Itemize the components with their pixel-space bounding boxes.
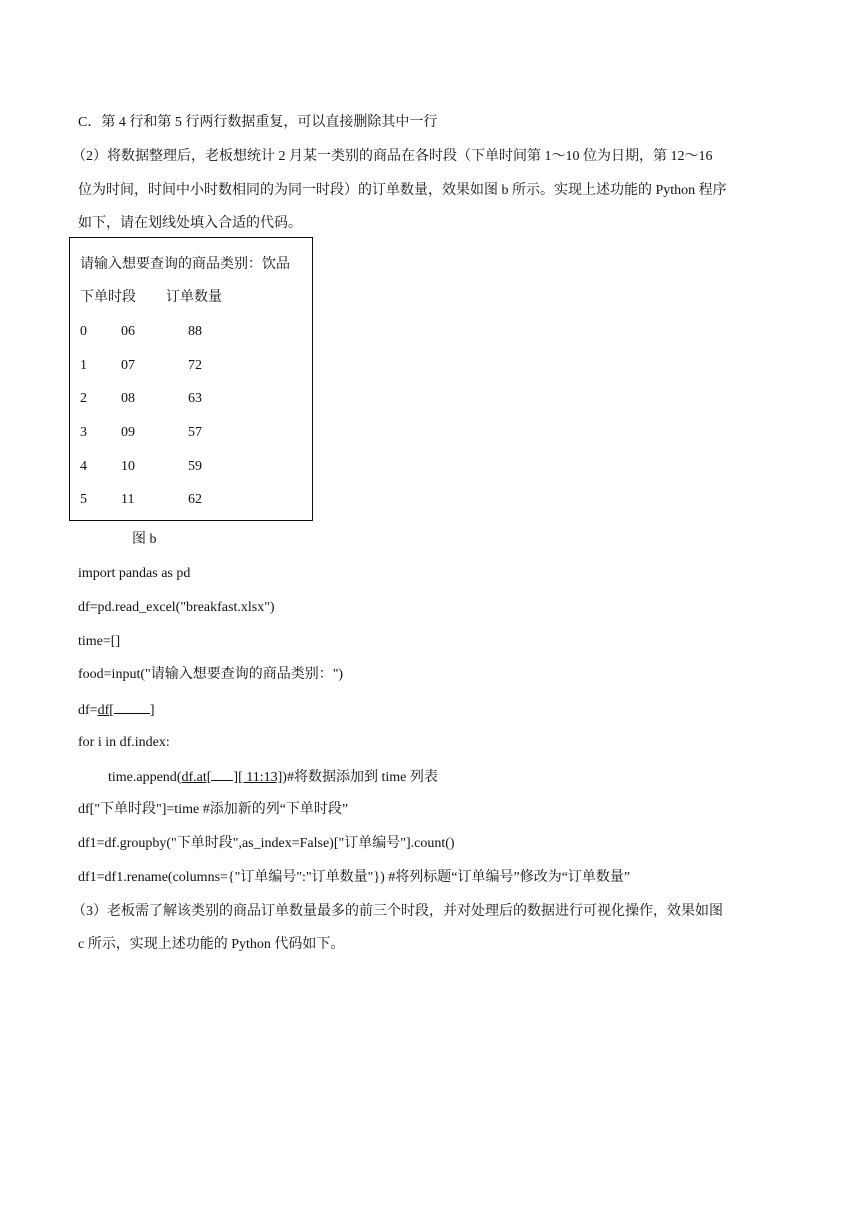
code-line: df["下单时段"]=time #添加新的列“下单时段”: [78, 802, 349, 817]
underlined-code: df[: [97, 703, 114, 718]
part2-line2: 位为时间，时间中小时数相同的为同一时段）的订单数量，效果如图 b 所示。实现上述功能的 Python 程序: [78, 183, 727, 198]
code-line: time=[]: [78, 634, 121, 649]
code-text: df=: [78, 703, 98, 718]
table-row: [70, 423, 312, 443]
row-count: 72: [188, 358, 202, 373]
figure-b-output-box: [69, 237, 313, 521]
output-header-row: [70, 288, 312, 308]
row-period: 09: [121, 425, 135, 440]
underlined-code: ]: [149, 703, 155, 718]
row-index: 0: [80, 324, 87, 339]
input-prompt-line: 请输入想要查询的商品类别：饮品: [80, 257, 290, 272]
table-row: [70, 389, 312, 409]
row-period: 10: [121, 459, 135, 474]
part3-line1: （3）老板需了解该类别的商品订单数量最多的前三个时段，并对处理后的数据进行可视化操作，效果如图: [72, 904, 723, 919]
header-count: 订单数量: [166, 290, 222, 305]
code-line: for i in df.index:: [78, 735, 170, 750]
code-line: import pandas as pd: [78, 566, 191, 581]
part2-line3: 如下，请在划线处填入合适的代码。: [78, 216, 302, 231]
row-count: 88: [188, 324, 202, 339]
row-count: 59: [188, 459, 202, 474]
row-index: 1: [80, 358, 87, 373]
row-index: 5: [80, 492, 87, 507]
row-period: 07: [121, 358, 135, 373]
part2-line1: （2）将数据整理后，老板想统计 2 月某一类别的商品在各时段（下单时间第 1～10 位为日期，第 12～16: [72, 149, 713, 164]
row-period: 08: [121, 391, 135, 406]
row-count: 57: [188, 425, 202, 440]
code-line: food=input("请输入想要查询的商品类别："): [78, 667, 344, 682]
part3-line2: c 所示，实现上述功能的 Python 代码如下。: [78, 937, 345, 952]
row-period: 11: [121, 492, 135, 507]
header-period: 下单时段: [80, 290, 136, 305]
figure-b-caption: 图 b: [132, 532, 157, 547]
code-line: df1=df.groupby("下单时段",as_index=False)["订单编号"].count(): [78, 836, 455, 851]
row-count: 63: [188, 391, 202, 406]
underlined-code: ][ 11:13]: [233, 770, 283, 785]
code-line-blank-2: [108, 766, 438, 788]
table-row: [70, 322, 312, 342]
row-period: 06: [121, 324, 135, 339]
row-index: 4: [80, 459, 87, 474]
code-text: )#将数据添加到 time 列表: [282, 770, 438, 785]
row-index: 2: [80, 391, 87, 406]
code-text: time.append(: [108, 770, 182, 785]
row-index: 3: [80, 425, 87, 440]
code-line-blank-1: [78, 699, 155, 721]
fill-blank-1[interactable]: [114, 699, 150, 714]
table-row: [70, 356, 312, 376]
row-count: 62: [188, 492, 202, 507]
code-line: df=pd.read_excel("breakfast.xlsx"): [78, 600, 275, 615]
fill-blank-2[interactable]: [211, 766, 233, 781]
code-line: df1=df1.rename(columns={"订单编号":"订单数量"}) #将列标题“订单编号”修改为“订单数量”: [78, 870, 631, 885]
table-row: [70, 457, 312, 477]
option-c: C．第 4 行和第 5 行两行数据重复，可以直接删除其中一行: [78, 115, 438, 130]
underlined-code: df.at[: [181, 770, 212, 785]
table-row: [70, 490, 312, 510]
